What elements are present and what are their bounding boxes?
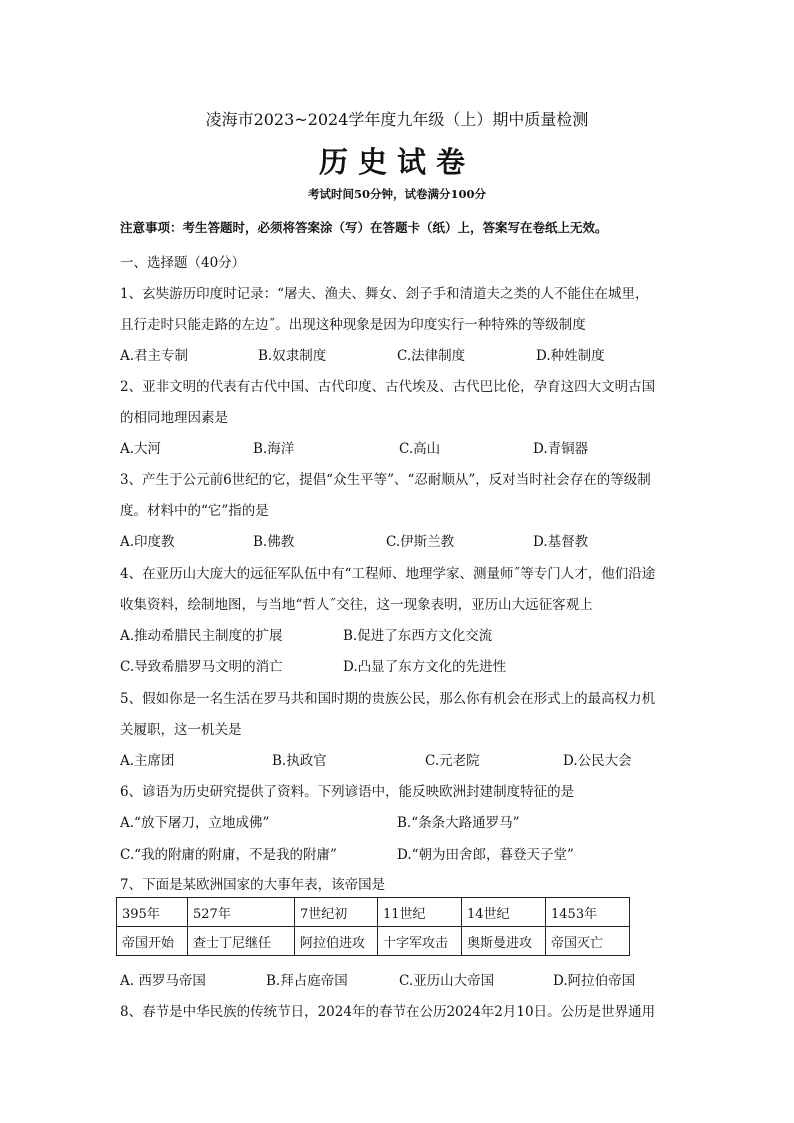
- table-cell-event: 帝国开始: [117, 927, 188, 956]
- q7-option-c: C.亚历山大帝国: [399, 973, 495, 989]
- q2-option-c: C.高山: [399, 441, 441, 457]
- table-cell-event: 查士丁尼继任: [188, 927, 295, 956]
- q1-option-d: D.种姓制度: [536, 348, 605, 364]
- exam-info: 考试时间50分钟，试卷满分100分: [307, 187, 486, 201]
- q4-option-d: D.凸显了东方文化的先进性: [343, 659, 507, 675]
- table-cell-year: 395年: [117, 898, 188, 927]
- table-cell-year: 11世纪: [378, 898, 462, 927]
- table-cell-year: 7世纪初: [295, 898, 378, 927]
- q3-option-b: B.佛教: [253, 534, 295, 550]
- exam-title: 历史试卷: [318, 145, 475, 179]
- q2-stem-line2: 的相同地理因素是: [120, 410, 228, 426]
- q2-option-b: B.海洋: [253, 441, 295, 457]
- q1-option-c: C.法律制度: [397, 348, 466, 364]
- q6-option-a: A.“放下屠刀，立地成佛”: [120, 815, 270, 831]
- q6-stem-line1: 6、谚语为历史研究提供了资料。下列谚语中，能反映欧洲封建制度特征的是: [120, 784, 575, 800]
- q5-option-a: A.主席团: [120, 753, 175, 769]
- section-heading: 一、选择题（40分）: [120, 255, 246, 271]
- q7-stem-line1: 7、下面是某欧洲国家的大事年表，该帝国是: [120, 877, 386, 893]
- exam-notice: 注意事项：考生答题时，必须将答案涂（写）在答题卡（纸）上，答案写在卷纸上无效。: [120, 220, 608, 235]
- q2-option-a: A.大河: [120, 441, 162, 457]
- table-cell-year: 14世纪: [462, 898, 546, 927]
- q7-option-d: D.阿拉伯帝国: [553, 973, 636, 989]
- table-cell-year: 1453年: [546, 898, 630, 927]
- table-cell-event: 十字军攻击: [378, 927, 462, 956]
- table-cell-event: 阿拉伯进攻: [295, 927, 378, 956]
- table-cell-event: 帝国灭亡: [546, 927, 630, 956]
- chronology-table: [116, 897, 630, 956]
- q6-option-c: C.“我的附庸的附庸，不是我的附庸”: [120, 847, 337, 863]
- table-row: [117, 927, 630, 956]
- q6-option-b: B.“条条大路通罗马”: [397, 815, 520, 831]
- q4-stem-line2: 收集资料，绘制地图，与当地“哲人˝交往，这一现象表明，亚历山大远征客观上: [120, 597, 593, 613]
- q2-option-d: D.青铜器: [533, 441, 589, 457]
- q3-option-d: D.基督教: [533, 534, 589, 550]
- q7-option-b: B.拜占庭帝国: [266, 973, 348, 989]
- q6-option-d: D.“朝为田舍郎，暮登天子堂”: [397, 847, 574, 863]
- table-cell-event: 奥斯曼进攻: [462, 927, 546, 956]
- q5-option-c: C.元老院: [425, 753, 480, 769]
- q5-option-b: B.执政官: [272, 753, 327, 769]
- q3-option-a: A.印度教: [120, 534, 175, 550]
- q1-stem-line1: 1、玄奘游历印度时记录：“屠夫、渔夫、舞女、刽子手和清道夫之类的人不能住在城里，: [120, 286, 649, 302]
- q4-option-a: A.推动希腊民主制度的扩展: [120, 628, 283, 644]
- table-row: [117, 898, 630, 927]
- q5-option-d: D.公民大会: [563, 753, 632, 769]
- exam-subtitle: 凌海市2023~2024学年度九年级（上）期中质量检测: [205, 110, 589, 129]
- q4-stem-line1: 4、在亚历山大庞大的远征军队伍中有“工程师、地理学家、测量师˝等专门人才，他们沿途: [120, 566, 656, 582]
- q3-option-c: C.伊斯兰教: [386, 534, 455, 550]
- q5-stem-line1: 5、假如你是一名生活在罗马共和国时期的贵族公民，那么你有机会在形式上的最高权力机: [120, 691, 656, 707]
- q3-stem-line1: 3、产生于公元前6世纪的它，提倡“众生平等”、“忍耐顺从”，反对当时社会存在的等级制: [120, 472, 651, 488]
- q3-stem-line2: 度。材料中的“它”指的是: [120, 503, 269, 519]
- q8-stem-line1: 8、春节是中华民族的传统节日，2024年的春节在公历2024年2月10日。公历是世界通用: [120, 1004, 656, 1020]
- q2-stem-line1: 2、亚非文明的代表有古代中国、古代印度、古代埃及、古代巴比伦，孕育这四大文明古国: [120, 379, 656, 395]
- q1-option-a: A.君主专制: [120, 348, 189, 364]
- q1-stem-line2: 且行走时只能走路的左边˝。出现这种现象是因为印度实行一种特殊的等级制度: [120, 317, 586, 333]
- table-cell-year: 527年: [188, 898, 295, 927]
- q1-option-b: B.奴隶制度: [258, 348, 327, 364]
- q4-option-b: B.促进了东西方文化交流: [343, 628, 493, 644]
- q4-option-c: C.导致希腊罗马文明的消亡: [120, 659, 283, 675]
- q5-stem-line2: 关履职，这一机关是: [120, 722, 242, 738]
- q7-option-a: A. 西罗马帝国: [120, 973, 206, 989]
